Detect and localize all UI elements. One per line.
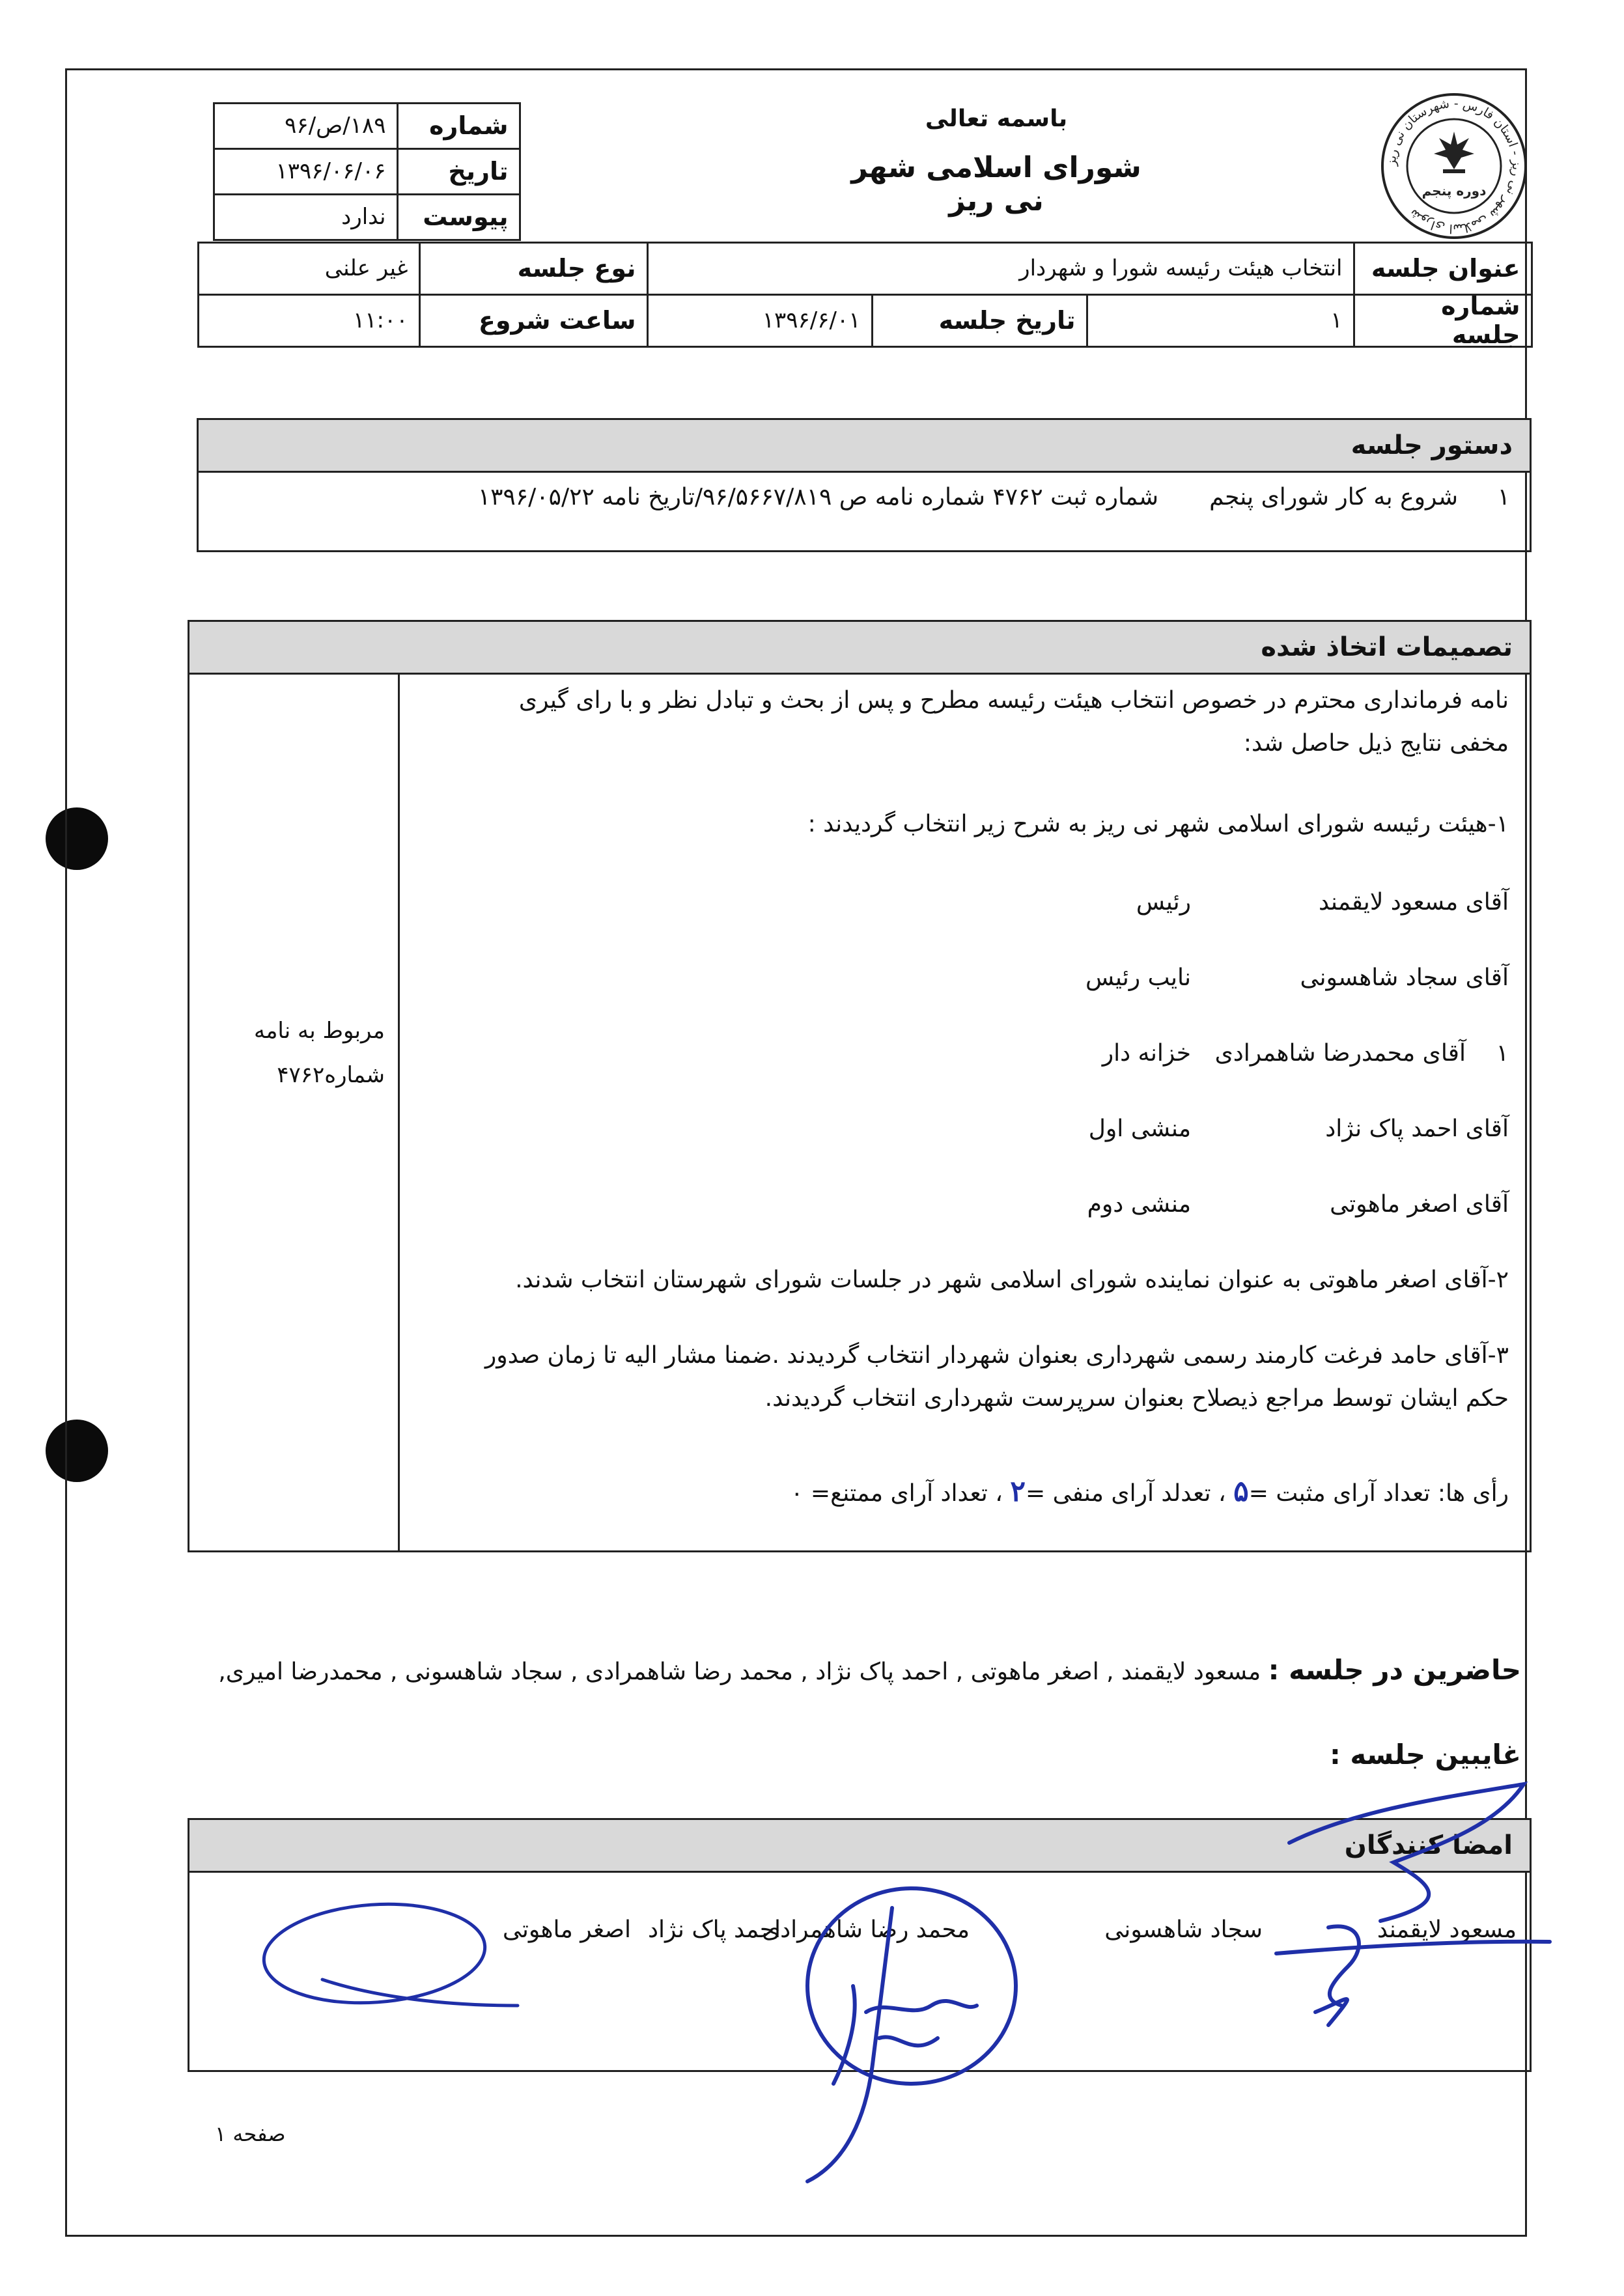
attendees-line: [218, 1654, 1521, 1686]
board-member-2-name: آقای سجاد شاهسونی: [1300, 964, 1509, 991]
signatory-5: اصغر ماهوتی: [502, 1916, 631, 1943]
start-time-value: ۱۱:۰۰: [197, 294, 421, 348]
emblem-icon: [1434, 132, 1474, 173]
agenda-heading: دستور جلسه: [199, 420, 1530, 473]
attendees-names: مسعود لایقمند , اصغر ماهوتی , احمد پاک نژاد , محمد رضا شاهمرادی , سجاد شاهسونی , محمدرضا امیری,: [218, 1659, 1261, 1685]
signature-shahmoradi: [768, 1869, 1055, 2194]
votes-positive: ۵: [1233, 1475, 1249, 1508]
votes-mid: ، تعدلد آرای منفی =: [1025, 1480, 1226, 1507]
decisions-section: [188, 620, 1532, 1552]
decision-item-1: ۱-هیئت رئیسه شورای اسلامی شهر نی ریز به شرح زیر انتخاب گردیدند :: [807, 811, 1509, 837]
session-date-label: تاریخ جلسه: [871, 294, 1088, 348]
votes-suffix: ، تعداد آرای ممتنع= ۰: [791, 1480, 1003, 1507]
board-member-5-name: آقای اصغر ماهوتی: [1330, 1191, 1509, 1218]
board-member-3-name: آقای محمدرضا شاهمرادی: [1214, 1040, 1466, 1067]
side-note-line-2: شماره۴۷۶۲: [277, 1062, 385, 1088]
vote-results: [791, 1475, 1509, 1508]
decision-item-3-line-1: ۳-آقای حامد فرغت کارمند رسمی شهرداری بعنوان شهردار انتخاب گردیدند .ضمنا مشار الیه تا زمان صدور: [484, 1342, 1509, 1369]
side-note-line-1: مربوط به نامه: [253, 1018, 385, 1044]
signatory-1: مسعود لایقمند: [1377, 1916, 1517, 1943]
council-seal: [1379, 91, 1529, 241]
votes-prefix: رأی ها: تعداد آرای مثبت =: [1248, 1480, 1509, 1507]
session-number-value: ۱: [1086, 294, 1355, 348]
letter-number-label: شماره: [397, 102, 521, 150]
session-type-value: غیر علنی: [197, 242, 421, 296]
signatory-3: محمد رضا شاهمرادی: [761, 1916, 970, 1943]
board-member-3-role: خزانه دار: [1102, 1040, 1191, 1067]
board-member-4-name: آقای احمد پاک نژاد: [1325, 1115, 1509, 1142]
session-date-value: ۱۳۹۶/۶/۰۱: [647, 294, 873, 348]
board-member-1-role: رئیس: [1136, 889, 1191, 916]
board-member-4-role: منشی اول: [1088, 1115, 1191, 1142]
decisions-heading: تصمیمات اتخاذ شده: [189, 622, 1530, 675]
letter-number-value: ۱۸۹/ص/۹۶: [213, 102, 399, 150]
letter-meta-table: [214, 103, 520, 240]
attendees-label: حاضرین در جلسه :: [1268, 1654, 1521, 1686]
attachment-value: ندارد: [213, 193, 399, 241]
signature-laighmand: [1250, 1771, 1563, 2045]
letter-date-value: ۱۳۹۶/۰۶/۰۶: [213, 148, 399, 195]
agenda-item-reference: شماره ثبت ۴۷۶۲ شماره نامه ص ۹۶/۵۶۶۷/۸۱۹/تاریخ نامه ۱۳۹۶/۰۵/۲۲: [477, 484, 1158, 511]
agenda-item-number: ۱: [1497, 484, 1510, 511]
board-member-5-role: منشی دوم: [1087, 1191, 1191, 1218]
session-type-label: نوع جلسه: [419, 242, 649, 296]
decision-item-2: ۲-آقای اصغر ماهوتی به عنوان نماینده شورای اسلامی شهر در جلسات شورای شهرستان انتخاب شدند.: [515, 1267, 1509, 1293]
seal-center-text: دوره پنجم: [1421, 183, 1487, 199]
board-member-2-role: نایب رئیس: [1085, 964, 1191, 991]
session-number-label: شماره جلسه: [1353, 294, 1533, 348]
agenda-item-text: شروع به کار شورای پنجم: [1209, 484, 1458, 511]
council-name: شورای اسلامی شهر نی ریز: [851, 151, 1141, 217]
page-number: صفحه ۱: [215, 2121, 286, 2146]
board-member-1-name: آقای مسعود لایقمند: [1319, 889, 1509, 916]
signatories-heading: امضا کنندگان: [189, 1820, 1530, 1873]
signatory-2: سجاد شاهسونی: [1104, 1916, 1263, 1943]
signature-mahouti: [257, 1888, 531, 2025]
attachment-label: پیوست: [397, 193, 521, 241]
absentees-label: غایبین جلسه :: [1330, 1739, 1521, 1771]
board-row-number: ۱: [1496, 1040, 1509, 1067]
basmala: باسمه تعالی: [925, 105, 1068, 132]
session-title-label: عنوان جلسه: [1353, 242, 1533, 296]
seal-ring-text: شورای اسلامی شهر نی ریز - استان فارس - شهرستان نی ریز: [1384, 96, 1524, 236]
agenda-section: [197, 418, 1532, 552]
decision-item-3-line-2: حکم ایشان توسط مراجع ذیصلاح بعنوان سرپرست شهرداری انتخاب گردیدند.: [764, 1385, 1509, 1412]
letter-date-label: تاریخ: [397, 148, 521, 195]
votes-negative: ۲: [1010, 1475, 1026, 1508]
decisions-column-divider: [398, 673, 400, 1552]
decisions-intro-line-1: نامه فرمانداری محترم در خصوص انتخاب هیئت رئیسه مطرح و پس از بحث و تبادل نظر و با رای گیری: [518, 687, 1509, 714]
signatory-4: احمد پاک نژاد: [648, 1916, 781, 1943]
decisions-intro-line-2: مخفی نتایج ذیل حاصل شد:: [1243, 730, 1509, 757]
session-title-value: انتخاب هیئت رئیسه شورا و شهردار: [647, 242, 1355, 296]
session-info-table: [198, 242, 1532, 349]
start-time-label: ساعت شروع: [419, 294, 649, 348]
